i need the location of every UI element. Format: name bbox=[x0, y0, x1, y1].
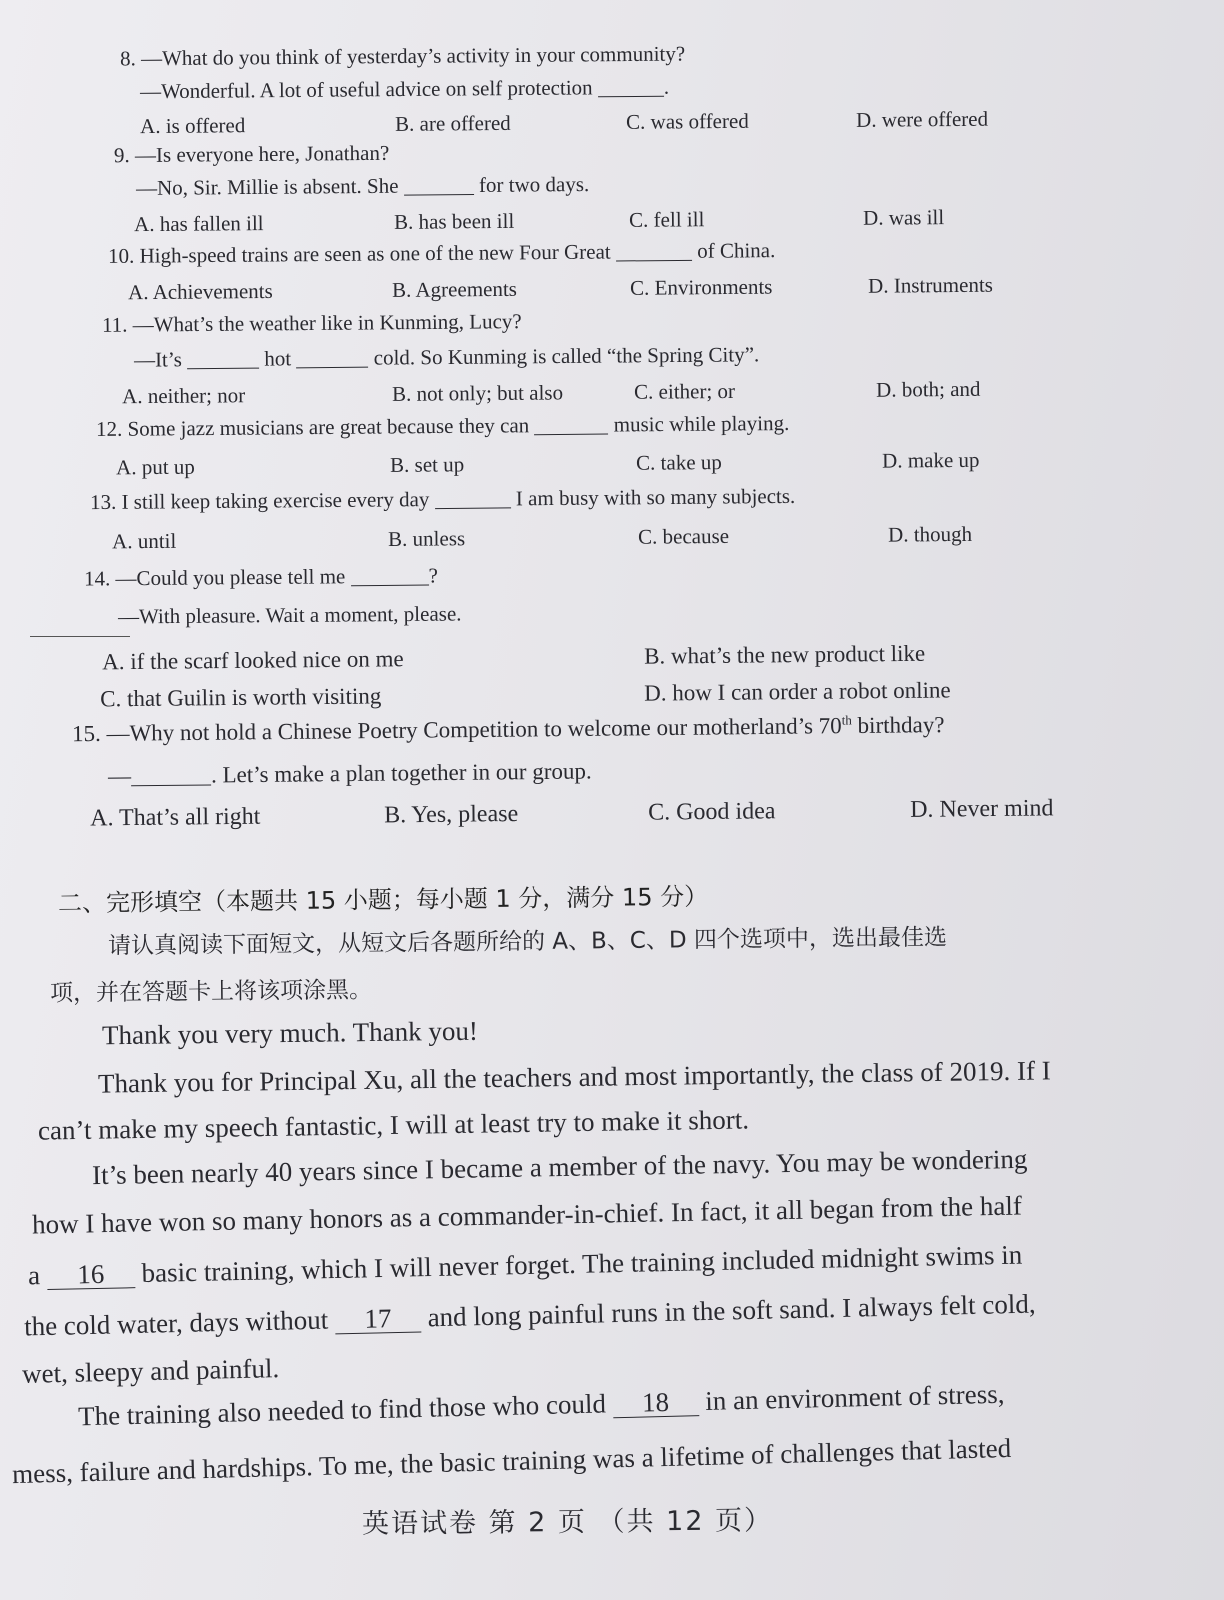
question-text: — bbox=[107, 763, 132, 789]
question-text: birthday? bbox=[851, 712, 945, 739]
option-c: C. fell ill bbox=[628, 207, 705, 232]
question-9-options bbox=[0, 203, 1224, 237]
question-8-stem bbox=[120, 42, 685, 72]
answer-blank bbox=[534, 413, 608, 436]
question-text: for two days. bbox=[473, 172, 590, 198]
question-11-stem bbox=[102, 309, 522, 338]
option-b: B. are offered bbox=[395, 110, 511, 136]
option-b: B. has been ill bbox=[394, 208, 515, 234]
question-text: —Why not hold a Chinese Poetry Competition to welcome our motherland’s 70 bbox=[106, 713, 842, 746]
option-c: C. take up bbox=[635, 450, 722, 475]
section-title: 二、完形填空（本题共 15 小题；每小题 1 分，满分 15 分） bbox=[57, 882, 709, 918]
superscript: th bbox=[841, 712, 852, 728]
question-text: —Wonderful. A lot of useful advice on self protection bbox=[139, 75, 598, 104]
question-15-answer-line bbox=[108, 757, 592, 789]
question-text: I am busy with so many subjects. bbox=[510, 483, 796, 511]
question-9-stem bbox=[114, 141, 389, 168]
question-text: music while playing. bbox=[608, 410, 790, 437]
option-d: D. were offered bbox=[855, 106, 989, 132]
passage-line bbox=[28, 1240, 1023, 1292]
passage-line: mess, failure and hardships. To me, the basic training was a lifetime of challenges that lasted bbox=[11, 1432, 1012, 1490]
option-c: C. that Guilin is worth visiting bbox=[100, 683, 382, 712]
question-text: I still keep taking exercise every day bbox=[121, 487, 435, 514]
passage-text: a bbox=[27, 1260, 48, 1291]
question-text: cold. So Kunming is called “the Spring City”. bbox=[368, 342, 760, 370]
option-c: C. Good idea bbox=[647, 798, 776, 826]
question-11-answer-line bbox=[134, 342, 759, 372]
answer-blank bbox=[187, 347, 259, 370]
question-text: —What’s the weather like in Kunming, Lucy? bbox=[132, 309, 522, 337]
option-d: D. though bbox=[887, 521, 973, 547]
passage-line bbox=[78, 1379, 1005, 1433]
answer-blank bbox=[296, 346, 368, 369]
option-c: C. because bbox=[637, 523, 730, 549]
option-b: B. not only; but also bbox=[392, 380, 564, 406]
question-number: 15. bbox=[71, 720, 101, 747]
question-10-stem bbox=[108, 238, 776, 269]
passage-line: Thank you for Principal Xu, all the teachers and most importantly, the class of 2019. If I bbox=[97, 1055, 1051, 1099]
question-15-stem bbox=[72, 711, 945, 747]
option-a: A. until bbox=[112, 528, 177, 554]
passage-line: It’s been nearly 40 years since I became a member of the navy. You may be wondering bbox=[91, 1143, 1028, 1191]
question-text: —What do you think of yesterday’s activity in your community? bbox=[140, 41, 686, 71]
passage-line: how I have won so many honors as a commander-in-chief. In fact, it all began from the half bbox=[31, 1190, 1023, 1240]
question-12-options bbox=[0, 446, 1224, 480]
option-a: A. Achievements bbox=[128, 278, 273, 305]
passage-line: wet, sleepy and painful. bbox=[21, 1353, 280, 1389]
passage-line: can’t make my speech fantastic, I will at least try to make it short. bbox=[37, 1104, 750, 1146]
answer-blank bbox=[131, 761, 211, 786]
cloze-blank-16: 16 bbox=[47, 1260, 136, 1290]
option-a: A. put up bbox=[116, 454, 195, 480]
question-14-answer-line bbox=[118, 602, 462, 630]
question-text: . Let’s make a plan together in our group. bbox=[210, 758, 592, 788]
question-8-options bbox=[0, 105, 1224, 139]
question-number: 12. bbox=[95, 416, 123, 442]
answer-blank bbox=[435, 486, 511, 509]
question-15-options bbox=[0, 794, 1224, 832]
question-text: High-speed trains are seen as one of the new Four Great bbox=[139, 239, 617, 268]
question-11-options bbox=[0, 375, 1224, 409]
option-a: A. if the scarf looked nice on me bbox=[102, 646, 404, 675]
question-13-options bbox=[0, 520, 1224, 554]
option-b: B. set up bbox=[390, 452, 465, 477]
question-text: —No, Sir. Millie is absent. She bbox=[135, 173, 404, 200]
passage-line: Thank you very much. Thank you! bbox=[101, 1015, 479, 1051]
passage-text: basic training, which I will never forget. The training included midnight swims in bbox=[134, 1239, 1023, 1289]
passage-line bbox=[24, 1289, 1036, 1343]
question-14-options-row2 bbox=[0, 675, 1224, 712]
option-b: B. Agreements bbox=[392, 276, 518, 302]
option-d: D. how I can order a robot online bbox=[643, 677, 951, 706]
option-a: A. That’s all right bbox=[90, 803, 261, 832]
option-d: D. both; and bbox=[875, 376, 981, 402]
question-text: —Could you please tell me bbox=[115, 564, 351, 591]
cloze-blank-18: 18 bbox=[612, 1388, 699, 1418]
question-text: hot bbox=[258, 346, 297, 371]
cloze-blank-17: 17 bbox=[335, 1304, 422, 1334]
question-number: 9. bbox=[113, 143, 130, 168]
question-14-stem bbox=[84, 563, 438, 591]
option-d: D. make up bbox=[881, 447, 980, 473]
question-text: —With pleasure. Wait a moment, please. bbox=[117, 601, 462, 629]
fold-line bbox=[30, 636, 130, 637]
question-number: 11. bbox=[101, 312, 128, 337]
option-c: C. either; or bbox=[633, 378, 736, 404]
question-14-options-row1 bbox=[0, 638, 1224, 675]
question-12-stem bbox=[96, 411, 789, 442]
question-number: 8. bbox=[119, 46, 136, 71]
passage-text: The training also needed to find those who could bbox=[77, 1388, 613, 1432]
page-footer: 英语试卷 第 2 页 （共 12 页） bbox=[361, 1505, 774, 1540]
option-c: C. Environments bbox=[629, 274, 773, 300]
question-text: —It’s bbox=[133, 347, 188, 372]
question-number: 10. bbox=[107, 243, 135, 268]
option-d: D. was ill bbox=[862, 205, 945, 230]
passage-text: in an environment of stress, bbox=[698, 1378, 1005, 1417]
question-text: of China. bbox=[691, 238, 776, 263]
option-b: B. what’s the new product like bbox=[643, 640, 926, 669]
question-8-answer-line bbox=[140, 75, 669, 105]
question-9-answer-line bbox=[136, 172, 589, 201]
option-d: D. Instruments bbox=[867, 272, 994, 298]
section-instructions-line1: 请认真阅读下面短文，从短文后各题所给的 A、B、C、D 四个选项中，选出最佳选 bbox=[107, 924, 948, 960]
option-d: D. Never mind bbox=[909, 795, 1054, 823]
option-a: A. is offered bbox=[140, 113, 246, 139]
option-a: A. has fallen ill bbox=[134, 211, 264, 237]
question-text: Some jazz musicians are great because they can bbox=[127, 413, 535, 441]
passage-text: and long painful runs in the soft sand. I always felt cold, bbox=[420, 1288, 1036, 1333]
question-text: —Is everyone here, Jonathan? bbox=[134, 140, 390, 168]
question-10-options bbox=[0, 271, 1224, 305]
question-text: ? bbox=[428, 563, 438, 588]
option-a: A. neither; nor bbox=[122, 383, 246, 409]
question-13-stem bbox=[90, 484, 795, 515]
option-b: B. Yes, please bbox=[384, 800, 519, 829]
question-text: . bbox=[663, 74, 670, 99]
question-number: 13. bbox=[89, 489, 117, 515]
answer-blank bbox=[404, 173, 474, 196]
question-number: 14. bbox=[83, 566, 111, 591]
passage-text: the cold water, days without bbox=[23, 1304, 336, 1342]
answer-blank bbox=[598, 75, 664, 98]
option-b: B. unless bbox=[388, 526, 466, 551]
section-instructions-line2: 项，并在答题卡上将该项涂黑。 bbox=[49, 977, 373, 1007]
answer-blank bbox=[350, 564, 428, 587]
answer-blank bbox=[616, 239, 692, 262]
option-c: C. was offered bbox=[625, 108, 749, 134]
